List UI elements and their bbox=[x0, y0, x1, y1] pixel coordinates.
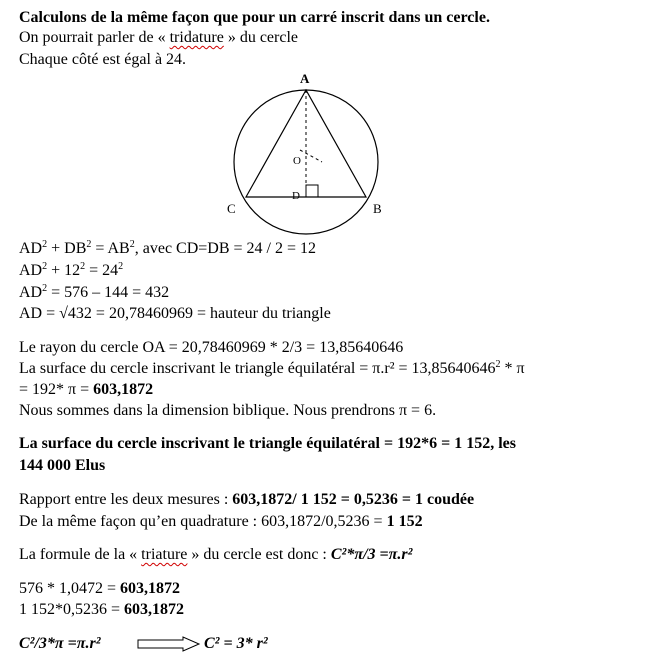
quadrature-result: 1 152 bbox=[386, 513, 423, 530]
eq2-part: AD bbox=[19, 262, 43, 279]
exponent: 2 bbox=[42, 239, 48, 250]
intro-suffix: » du cercle bbox=[223, 29, 298, 46]
label-C: C bbox=[227, 201, 236, 216]
formule-part: » du cercle est donc : bbox=[187, 546, 331, 563]
bold-paragraph-line-1: La surface du cercle inscrivant le triangle équilatéral = 192*6 = 1 152, les bbox=[19, 435, 516, 452]
rayon-line: Le rayon du cercle OA = 20,78460969 * 2/3 = 13,85640646 bbox=[19, 339, 404, 356]
spelling-flagged-word: tridature bbox=[169, 29, 224, 46]
biblique-line: Nous sommes dans la dimension biblique. Nous prendrons π = 6. bbox=[19, 402, 437, 419]
label-D: D bbox=[292, 190, 300, 202]
surface-part: * π bbox=[500, 360, 525, 377]
eq2-part: = 24 bbox=[85, 262, 119, 279]
rapport-line bbox=[19, 491, 474, 509]
formule-line bbox=[19, 546, 412, 564]
calc-result: 603,1872 bbox=[120, 580, 181, 597]
page-title: Calculons de la même façon que pour un carré inscrit dans un cercle. bbox=[19, 9, 490, 26]
exponent: 2 bbox=[86, 239, 92, 250]
eq3-part: = 576 – 144 = 432 bbox=[47, 284, 170, 301]
eq1-part: + DB bbox=[47, 240, 87, 257]
surface-part: La surface du cercle inscrivant le triangle équilatéral = π.r² = 13,85640646 bbox=[19, 360, 496, 377]
surface-line-2 bbox=[19, 381, 153, 399]
formule-part: La formule de la « bbox=[19, 546, 142, 563]
surface-part: = 192* π = bbox=[19, 381, 94, 398]
rapport-result: 603,1872/ 1 152 = 0,5236 = 1 coudée bbox=[232, 491, 475, 508]
equation-2 bbox=[19, 262, 123, 280]
exponent: 2 bbox=[129, 239, 135, 250]
exponent: 2 bbox=[42, 283, 48, 294]
equation-4: AD = √432 = 20,78460969 = hauteur du triangle bbox=[19, 305, 331, 322]
eq3-part: AD bbox=[19, 284, 43, 301]
calc-line-2 bbox=[19, 601, 184, 619]
side-length-text: Chaque côté est égal à 24. bbox=[19, 51, 187, 68]
eq1-part: = AB bbox=[91, 240, 130, 257]
rapport-part: Rapport entre les deux mesures : bbox=[19, 491, 233, 508]
radius-mark bbox=[300, 150, 322, 162]
exponent: 2 bbox=[42, 261, 48, 272]
calc-part: 1 152*0,5236 = bbox=[19, 601, 125, 618]
eq2-part: + 12 bbox=[47, 262, 81, 279]
bold-paragraph-line-2: 144 000 Elus bbox=[19, 457, 106, 474]
quadrature-part: De la même façon qu’en quadrature : 603,1872/0,5236 = bbox=[19, 513, 387, 530]
right-angle-mark bbox=[306, 185, 318, 197]
formule-expression: C²*π/3 =π.r² bbox=[330, 546, 413, 563]
surface-line-1 bbox=[19, 360, 525, 378]
eq1-part: AD bbox=[19, 240, 43, 257]
equation-3 bbox=[19, 284, 169, 302]
calc-result: 603,1872 bbox=[124, 601, 185, 618]
eq1-part: , avec CD=DB = 24 / 2 = 12 bbox=[134, 240, 317, 257]
triangle-circle-figure bbox=[0, 0, 667, 240]
calc-part: 576 * 1,0472 = bbox=[19, 580, 121, 597]
exponent: 2 bbox=[80, 261, 86, 272]
final-formula-left: C²/3*π =π.r² bbox=[19, 635, 101, 652]
surface-result: 603,1872 bbox=[93, 381, 154, 398]
exponent: 2 bbox=[495, 359, 501, 370]
implication-arrow-icon bbox=[137, 636, 201, 652]
spelling-flagged-word: triature bbox=[141, 546, 188, 563]
label-B: B bbox=[373, 201, 382, 216]
label-O: O bbox=[293, 155, 301, 167]
exponent: 2 bbox=[118, 261, 124, 272]
label-A: A bbox=[300, 71, 310, 86]
equation-1 bbox=[19, 240, 316, 258]
final-formula-right: C² = 3* r² bbox=[204, 635, 268, 652]
calc-line-1 bbox=[19, 580, 180, 598]
quadrature-line bbox=[19, 513, 423, 531]
intro-prefix: On pourrait parler de « bbox=[19, 29, 170, 46]
